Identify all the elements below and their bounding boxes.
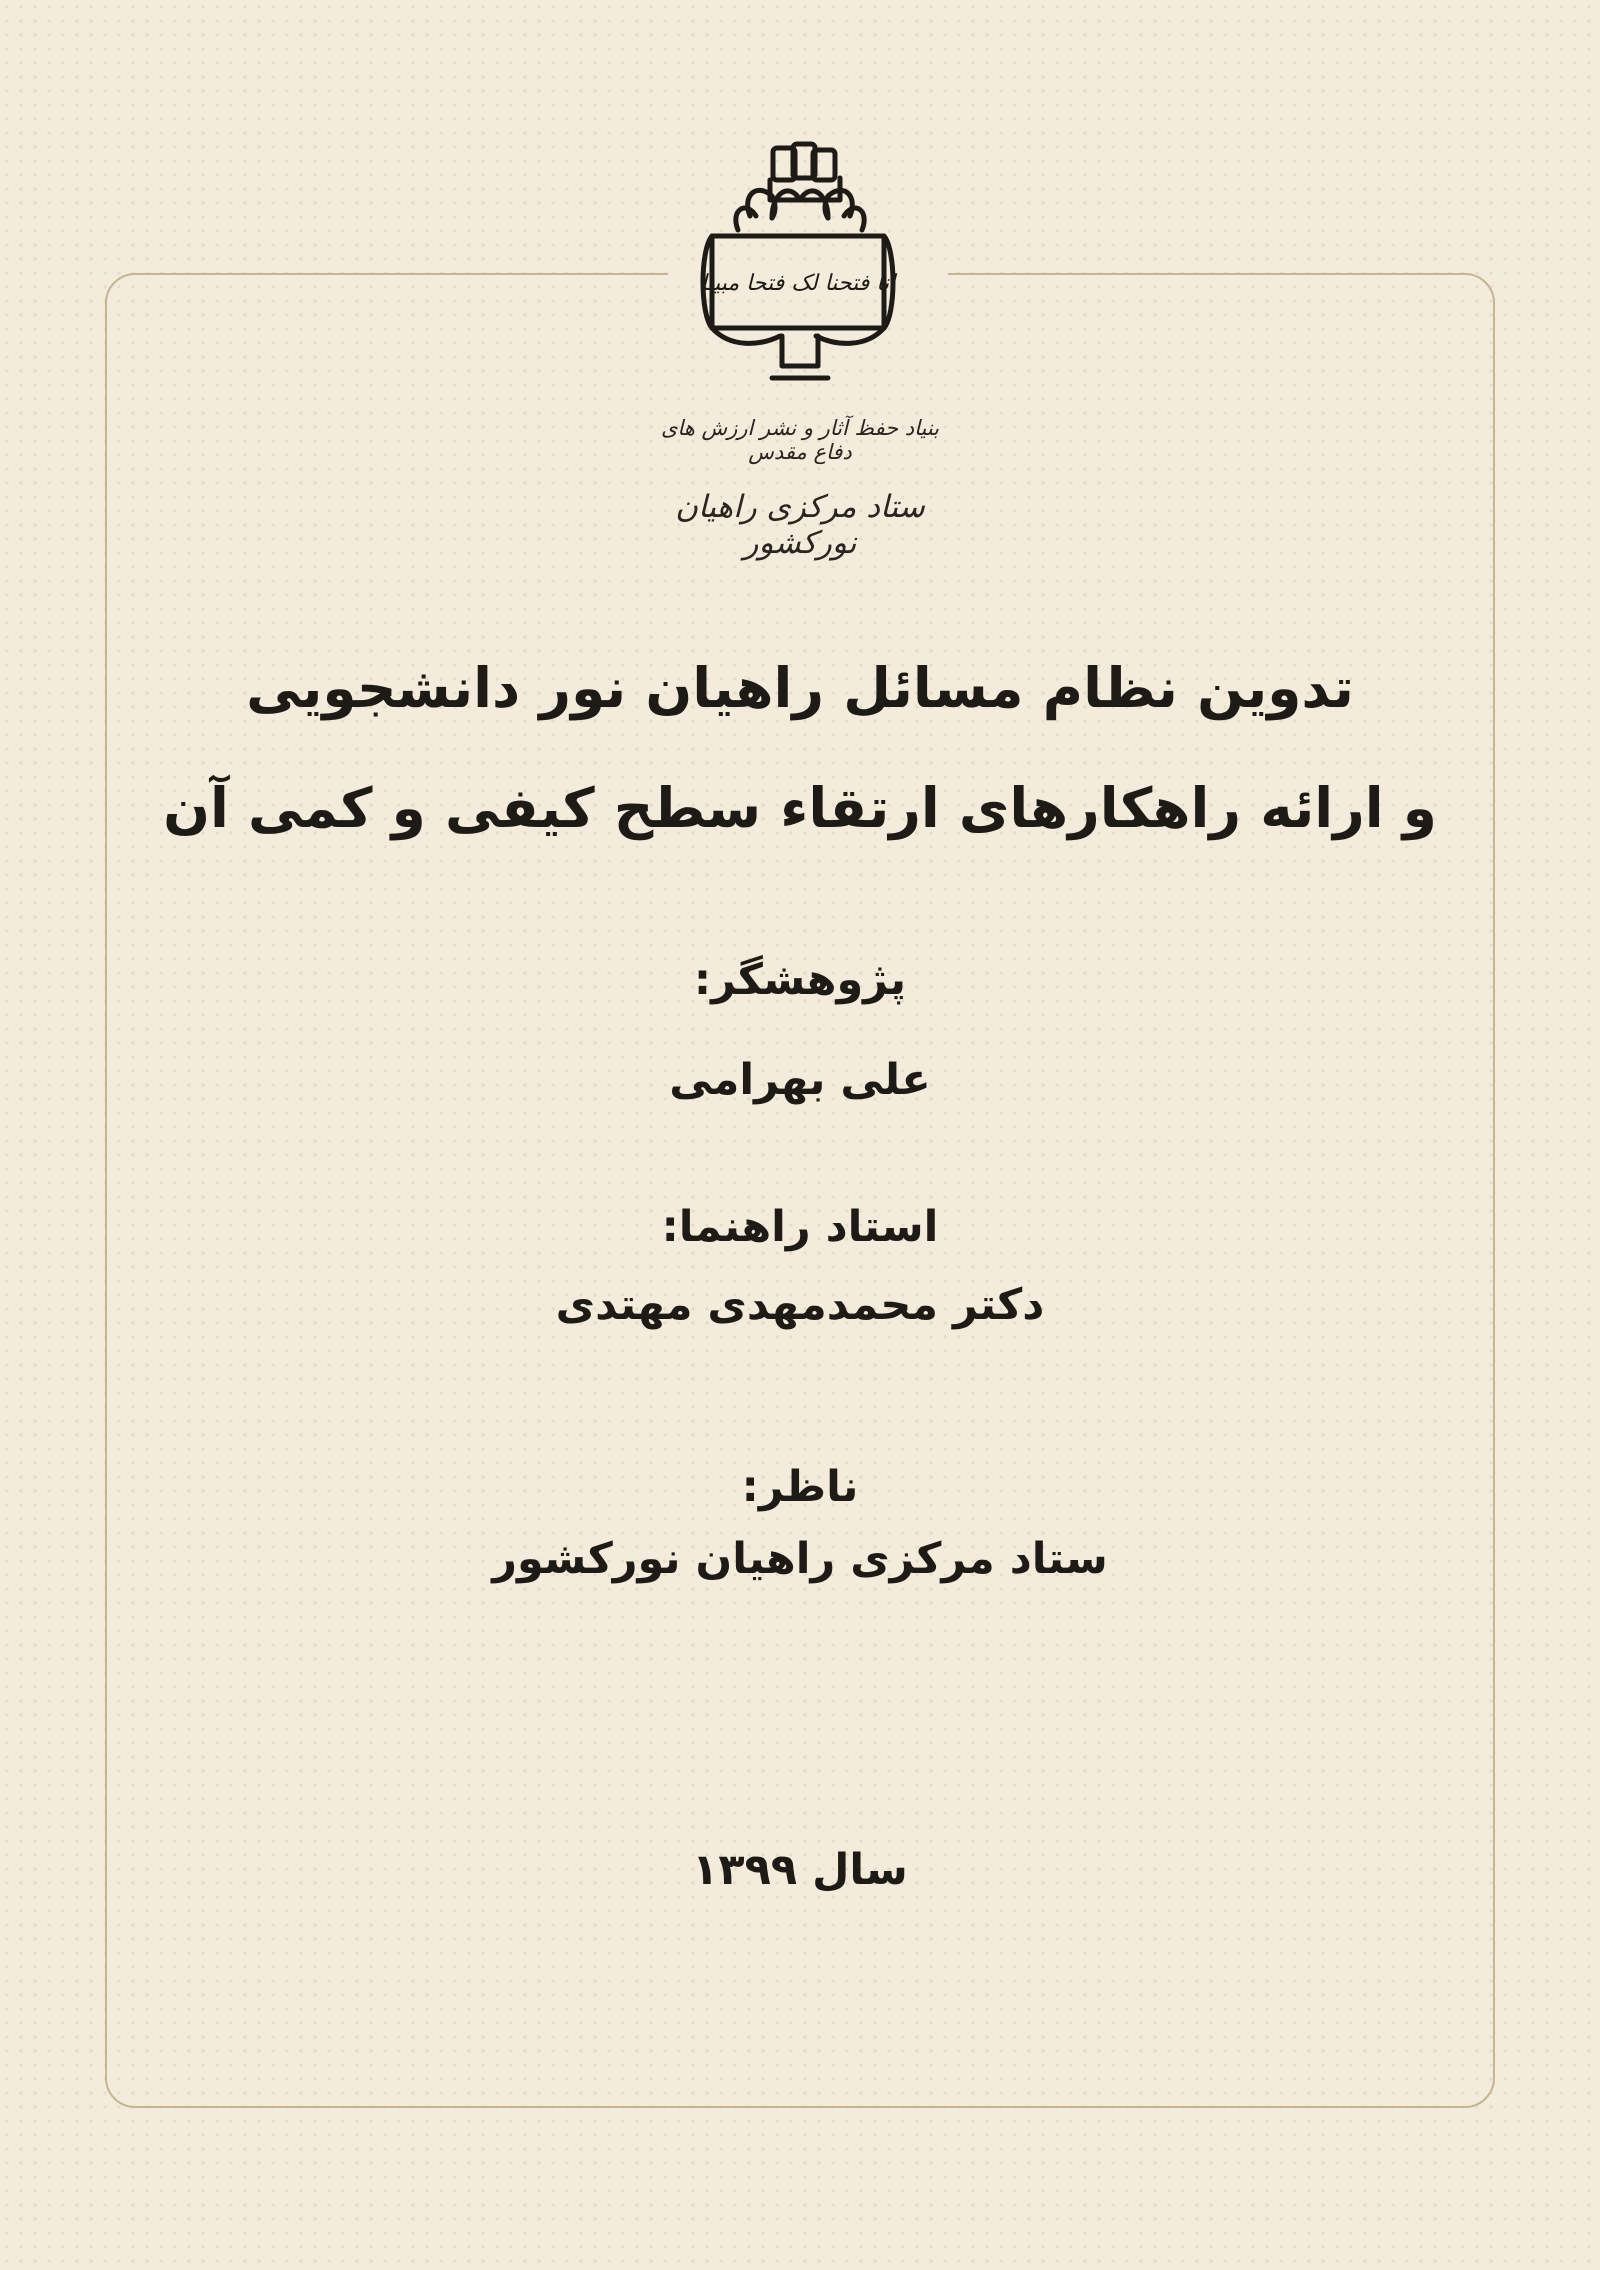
document-title [160,628,1440,868]
org-name-line1: بنیاد حفظ آثار و نشر ارزش های دفاع مقدس [660,416,940,464]
year: سال ۱۳۹۹ [692,1845,908,1895]
emblem-logo [690,138,910,403]
org-name-line2: ستاد مرکزی راهیان نورکشور [675,489,925,561]
advisor-label: استاد راهنما: [661,1202,939,1252]
supervisor-name: ستاد مرکزی راهیان نورکشور [492,1534,1108,1584]
researcher-label: پژوهشگر: [693,955,907,1005]
title-line-1: تدوین نظام مسائل راهیان نور دانشجویی [246,656,1354,720]
advisor-name: دکتر محمدمهدی مهتدی [555,1280,1045,1330]
supervisor-label: ناظر: [741,1462,859,1512]
title-line-2: و ارائه راهکارهای ارتقاء سطح کیفی و کمی آن [163,776,1437,840]
emblem-calligraphy: انا فتحنا لک فتحا مبینا [700,271,896,296]
researcher-name: علی بهرامی [669,1055,931,1105]
